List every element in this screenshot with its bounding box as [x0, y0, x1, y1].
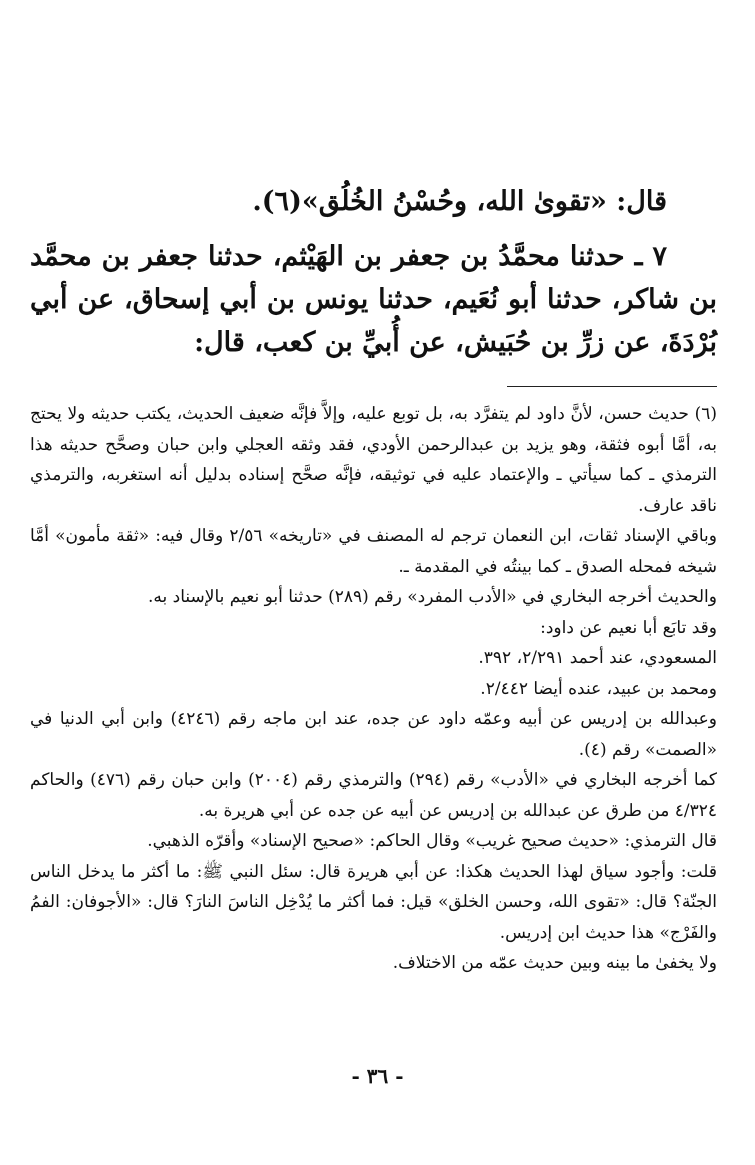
hadith-6-ending: قال: «تقوىٰ الله، وحُسْنُ الخُلُق»(٦). — [252, 186, 667, 217]
footnote-6 — [30, 399, 717, 979]
footnote-paragraph: وعبدالله بن إدريس عن أبيه وعمّه داود عن جده، عند ابن ماجه رقم (٤٢٤٦) وابن أبي الدنيا في «الصمت» رقم (٤). — [30, 709, 717, 760]
footnote-paragraph: وباقي الإسناد ثقات، ابن النعمان ترجم له المصنف في «تاريخه» ٢/٥٦ وقال فيه: «ثقة مأمون» أمَّا شيخه فمحله الصدق ـ كما بينتُه في المقدمة ـ. — [30, 526, 717, 577]
footnote-paragraph: وقد تابَع أبا نعيم عن داود: — [540, 617, 717, 638]
footnote-paragraph: المسعودي، عند أحمد ٢/٢٩١، ٣٩٢. — [478, 648, 717, 668]
page-number: - ٣٦ - — [351, 1064, 404, 1088]
hadith-7-isnad: ٧ ـ حدثنا محمَّدُ بن جعفر بن الهَيْثم، حدثنا جعفر بن محمَّد بن شاكر، حدثنا أبو نُعَيم، حدثنا يونس بن أبي إسحاق، عن أبي بُرْدَةَ، عن زرِّ بن حُبَيش، عن أُبيِّ بن كعب، قال: — [30, 241, 717, 358]
footnote-paragraph: ومحمد بن عبيد، عنده أيضا ٢/٤٤٢. — [480, 678, 717, 699]
footnote-paragraph: (٦) حديث حسن، لأنَّ داود لم يتفرَّد به، بل توبع عليه، وإلاَّ فإنَّه ضعيف الحديث، يكتب حديثه ولا يحتج به، أمَّا أبوه فثقة، وهو يزيد بن عبدالرحمن الأودي، فقد وثقه العجلي وابن حبان وصحَّح حديثه هذا الترمذي ـ كما سيأتي ـ والإعتماد عليه في توثيقه، فإنَّه صحَّح إسناده بدليل أنه استغربه، والترمذي ناقد عارف. — [30, 404, 717, 516]
footnote-paragraph: ولا يخفىٰ ما بينه وبين حديث عمّه من الاختلاف. — [392, 953, 717, 973]
footnote-paragraph: كما أخرجه البخاري في «الأدب» رقم (٢٩٤) والترمذي رقم (٢٠٠٤) وابن حبان رقم (٤٧٦) والحاكم ٤/٣٢٤ من طرق عن عبدالله بن إدريس عن أبيه عن جده عن أبي هريرة به. — [30, 770, 717, 821]
main-text — [30, 180, 717, 364]
footnote-paragraph: قال الترمذي: «حديث صحيح غريب» وقال الحاكم: «صحيح الإسناد» وأقرّه الذهبي. — [147, 831, 717, 851]
footnote-separator — [507, 386, 717, 387]
footnote-separator-wrap — [30, 386, 717, 387]
footnote-paragraph: قلت: وأجود سياق لهذا الحديث هكذا: عن أبي هريرة قال: سئل النبي ﷺ: ما أكثر ما يدخل الناس الجنّة؟ قال: «تقوى الله، وحسن الخلق» قيل: فما أكثر ما يُدْخِل الناسَ النارَ؟ قال: «الأجوفان: الفمُ والفَرْج» هذا حديث ابن إدريس. — [30, 861, 717, 943]
footnote-paragraph: والحديث أخرجه البخاري في «الأدب المفرد» رقم (٢٨٩) حدثنا أبو نعيم بالإسناد به. — [148, 587, 717, 607]
